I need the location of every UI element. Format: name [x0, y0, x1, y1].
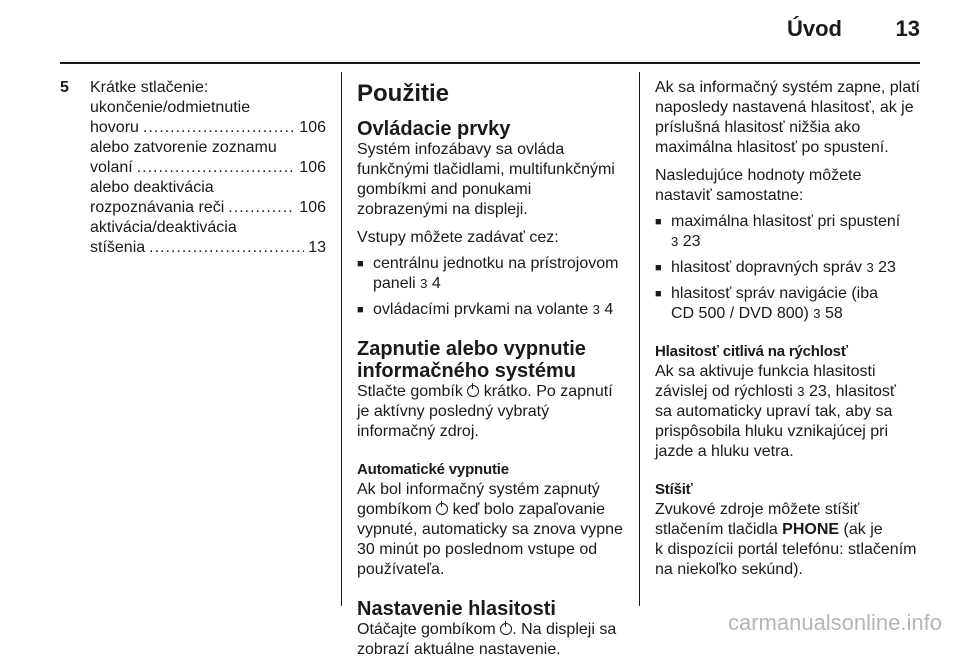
toc-lead: alebo zatvorenie zoznamu — [90, 139, 277, 156]
toc-entry-text: volaní — [90, 159, 133, 176]
body-line: 30 minút po poslednom vstupe od — [357, 541, 598, 558]
body-line: gombíkom keď bolo zapaľovanie — [357, 501, 605, 518]
toc-entry-text: hovoru — [90, 119, 139, 136]
body-line: Ak bol informačný systém zapnutý — [357, 481, 600, 498]
subsection-heading: informačného systému — [357, 360, 576, 382]
page-ref-icon: 3 — [866, 260, 874, 275]
toc-entry[interactable] — [90, 238, 326, 258]
toc-page-ref: 106 — [299, 159, 326, 176]
section-title: Úvod — [787, 16, 842, 41]
body-line: maximálna hlasitosť po spustení. — [655, 139, 889, 156]
toc-leader-dots — [228, 198, 295, 218]
minor-heading: Hlasitosť citlivá na rýchlosť — [655, 343, 848, 360]
column-2 — [357, 78, 623, 660]
list-item-5 — [60, 78, 326, 258]
item-number: 5 — [60, 79, 69, 96]
bullet-item — [655, 212, 925, 252]
power-knob-icon — [500, 623, 512, 635]
toc-leader-dots — [137, 158, 296, 178]
toc-leader-dots — [143, 118, 295, 138]
bullet-text: ovládacími prvkami na volante — [373, 301, 589, 318]
body-line: Vstupy môžete zadávať cez: — [357, 229, 559, 246]
toc-lead: aktivácia/deaktivácia — [90, 219, 237, 236]
body-line: je aktívny posledný vybratý — [357, 403, 550, 420]
bullet-text: CD 500 / DVD 800) — [671, 305, 809, 322]
phone-button-label: PHONE — [782, 521, 840, 538]
page-ref-icon: 3 — [592, 302, 600, 317]
body-line: Otáčajte gombíkom . Na displeji sa — [357, 621, 617, 638]
body-line: zobrazenými na displeji. — [357, 201, 528, 218]
page-header — [0, 0, 960, 60]
toc-entry-text: stíšenia — [90, 239, 146, 256]
body-line: Ak sa informačný systém zapne, platí — [655, 79, 920, 96]
power-knob-icon — [436, 503, 448, 515]
subsection-heading: Zapnutie alebo vypnutie — [357, 338, 586, 360]
body-line: sa automaticky upraví tak, aby sa — [655, 403, 893, 420]
page-ref[interactable]: 4 — [431, 275, 441, 292]
bullet-text: ■ maximálna hlasitosť pri spustení — [671, 213, 901, 230]
body-line: Zvukové zdroje môžete stíšiť — [655, 501, 860, 518]
bullet-item — [655, 258, 925, 278]
page-ref[interactable]: 23 — [682, 233, 701, 250]
minor-heading: Automatické vypnutie — [357, 461, 509, 478]
body-line: používateľa. — [357, 561, 445, 578]
body-line: na niekoľko sekúnd). — [655, 561, 803, 578]
body-line: funkčnými tlačidlami, multifunkčnými — [357, 161, 615, 178]
toc-page-ref: 106 — [299, 119, 326, 136]
page-ref-icon: 3 — [420, 276, 428, 291]
subsection-heading: Nastavenie hlasitosti — [357, 598, 556, 620]
body-line: k dispozícii portál telefónu: stlačením — [655, 541, 917, 558]
toc-leader-dots — [149, 238, 304, 258]
body-line: gombíkmi and ponukami — [357, 181, 532, 198]
body-line: príslušná hlasitosť nižšia ako — [655, 119, 861, 136]
body-line: Nasledujúce hodnoty môžete — [655, 167, 862, 184]
body-line: nastaviť samostatne: — [655, 187, 804, 204]
body-line: zobrazí aktuálne nastavenie. — [357, 641, 561, 658]
subsection-heading: Ovládacie prvky — [357, 118, 511, 140]
bullet-text: ■ centrálnu jednotku na prístrojovom — [373, 255, 619, 272]
body-line: prispôsobila hluku vznikajúcej pri — [655, 423, 889, 440]
bullet-item — [357, 254, 623, 294]
header-rule — [60, 62, 920, 64]
body-line: Stlačte gombík krátko. Po zapnutí — [357, 383, 613, 400]
section-heading: Použitie — [357, 80, 450, 107]
toc-entry[interactable] — [90, 118, 326, 138]
bullet-text: paneli — [373, 275, 416, 292]
column-divider — [639, 72, 640, 606]
body-line: stlačením tlačidla PHONE (ak je — [655, 521, 883, 538]
item-title: Krátke stlačenie: — [90, 79, 209, 96]
page-ref[interactable]: 23 — [878, 259, 896, 276]
minor-heading: Stíšiť — [655, 481, 693, 498]
column-divider — [341, 72, 342, 606]
body-line: vypnuté, automaticky sa znova vypne — [357, 521, 623, 538]
toc-lead: alebo deaktivácia — [90, 179, 214, 196]
bullet-text: hlasitosť dopravných správ — [671, 259, 862, 276]
power-knob-icon — [467, 385, 479, 397]
toc-entry-text: rozpoznávania reči — [90, 199, 225, 216]
page-ref-icon: 3 — [813, 306, 821, 321]
toc-entry[interactable] — [90, 198, 326, 218]
toc-lead: ukončenie/odmietnutie — [90, 99, 251, 116]
body-line: naposledy nastavená hlasitosť, ak je — [655, 99, 914, 116]
watermark: carmanualsonline.info — [727, 610, 942, 635]
bullet-item — [357, 300, 623, 320]
body-line: jazde a hluku vetra. — [655, 443, 794, 460]
column-1 — [60, 78, 326, 258]
bullet-item — [655, 284, 925, 324]
page-number: 13 — [895, 16, 920, 41]
bullet-text: ■ hlasitosť správ navigácie (iba — [671, 285, 878, 302]
body-line: Ak sa aktivuje funkcia hlasitosti — [655, 363, 876, 380]
body-line: Systém infozábavy sa ovláda — [357, 141, 565, 158]
toc-entry[interactable] — [90, 158, 326, 178]
body-line: informačný zdroj. — [357, 423, 479, 440]
page-ref[interactable]: 4 — [604, 301, 614, 318]
toc-page-ref: 13 — [308, 239, 326, 256]
toc-page-ref: 106 — [299, 199, 326, 216]
page-ref[interactable]: 58 — [824, 305, 843, 322]
body-line: závislej od rýchlosti 3 23, hlasitosť — [655, 383, 896, 400]
column-3 — [655, 78, 925, 580]
page-ref-icon: 3 — [797, 384, 805, 399]
page-ref-icon: 3 — [671, 234, 679, 249]
